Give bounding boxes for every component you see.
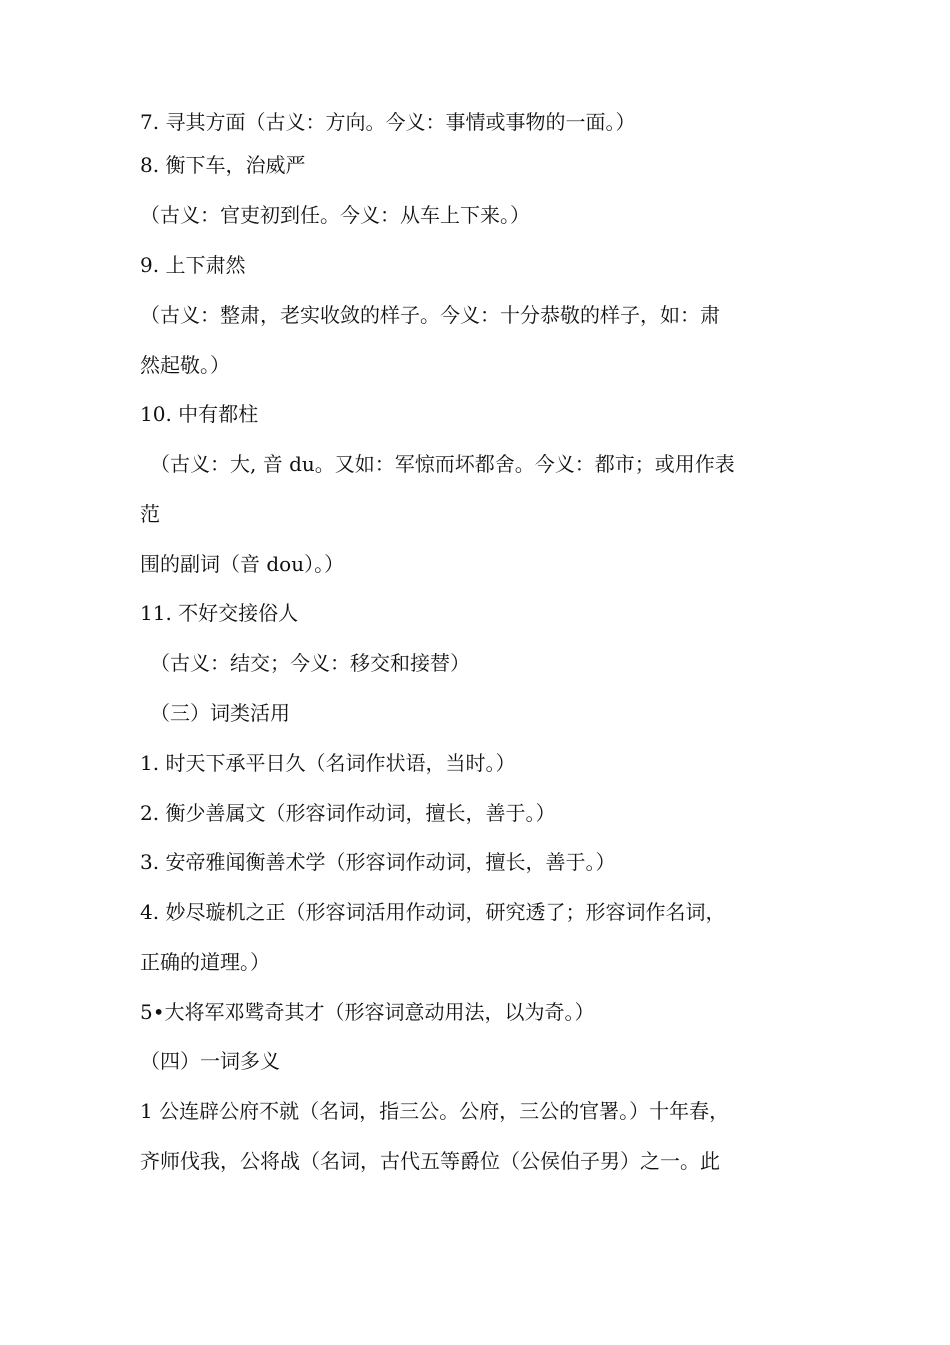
text-line-7: 10. 中有都柱	[140, 402, 259, 426]
text-line-21: 1 公连辟公府不就（名词，指三公。公府，三公的官署。）十年春，	[140, 1099, 730, 1123]
section-heading-4: （四）一词多义	[140, 1049, 280, 1073]
text-line-3: （古义：官吏初到任。今义：从车上下来。）	[140, 203, 530, 227]
text-line-18: 正确的道理。）	[140, 950, 270, 974]
text-line-22: 齐师伐我，公将战（名词，古代五等爵位（公侯伯子男）之一。此	[140, 1149, 720, 1173]
text-line-1: 7. 寻其方面（古义：方向。今义：事情或事物的一面。）	[140, 110, 636, 134]
text-line-10: 围的副词（音 dou）。）	[140, 552, 345, 576]
text-line-16: 3. 安帝雅闻衡善术学（形容词作动词，擅长，善于。）	[140, 850, 616, 874]
text-line-11: 11. 不好交接俗人	[140, 601, 299, 625]
text-line-14: 1. 时天下承平日久（名词作状语，当时。）	[140, 751, 516, 775]
section-heading-3: （三）词类活用	[150, 701, 290, 725]
text-line-15: 2. 衡少善属文（形容词作动词，擅长，善于。）	[140, 801, 556, 825]
text-line-8: （古义：大, 音 du。又如：军惊而坏都舍。今义：都市；或用作表	[150, 452, 735, 476]
text-line-19: 5•大将军邓骘奇其才（形容词意动用法，以为奇。）	[140, 1000, 595, 1024]
text-line-12: （古义：结交；今义：移交和接替）	[150, 651, 470, 675]
text-line-5: （古义：整肃，老实收敛的样子。今义：十分恭敬的样子，如：肃	[140, 303, 720, 327]
text-line-9: 范	[140, 502, 160, 526]
text-line-17: 4. 妙尽璇机之正（形容词活用作动词，研究透了；形容词作名词，	[140, 900, 726, 924]
text-line-4: 9. 上下肃然	[140, 253, 246, 277]
text-line-6: 然起敬。）	[140, 353, 230, 377]
text-line-2: 8. 衡下车，治威严	[140, 153, 306, 177]
